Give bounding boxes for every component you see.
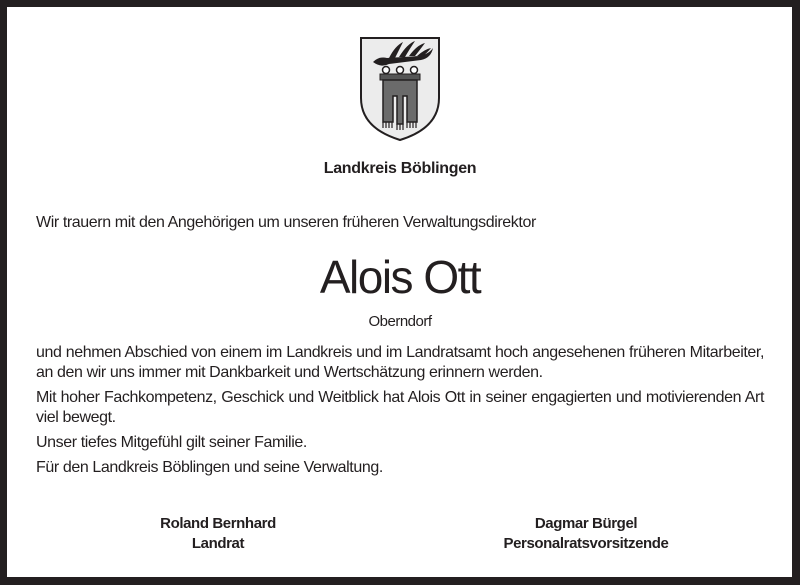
notice-body: [36, 343, 764, 483]
deceased-name: Alois Ott: [319, 251, 481, 303]
paragraph: und nehmen Abschied von einem im Landkreis und im Landratsamt hoch angesehenen früheren Mitarbeiter, an den wir uns immer mit Dankbarkeit und Wertschätzung erinnern werden.: [36, 344, 764, 381]
signature-right: [436, 514, 736, 554]
paragraph: Unser tiefes Mitgefühl gilt seiner Familie.: [36, 434, 307, 451]
signatory-title: Personalratsvorsitzende: [503, 535, 669, 552]
organization-name: Landkreis Böblingen: [323, 160, 477, 177]
signatory-title: Landrat: [191, 535, 245, 552]
coat-of-arms-icon: [359, 36, 441, 142]
deceased-place: Oberndorf: [368, 313, 432, 330]
paragraph: Mit hoher Fachkompetenz, Geschick und Weitblick hat Alois Ott in seiner engagierten und motivierenden Art viel bewegt.: [36, 389, 764, 426]
paragraph: Für den Landkreis Böblingen und seine Verwaltung.: [36, 459, 383, 476]
signature-left: [118, 514, 318, 554]
signatory-name: Dagmar Bürgel: [534, 515, 638, 532]
intro-text: Wir trauern mit den Angehörigen um unseren früheren Verwaltungsdirektor: [36, 214, 536, 231]
signatory-name: Roland Bernhard: [160, 515, 276, 532]
